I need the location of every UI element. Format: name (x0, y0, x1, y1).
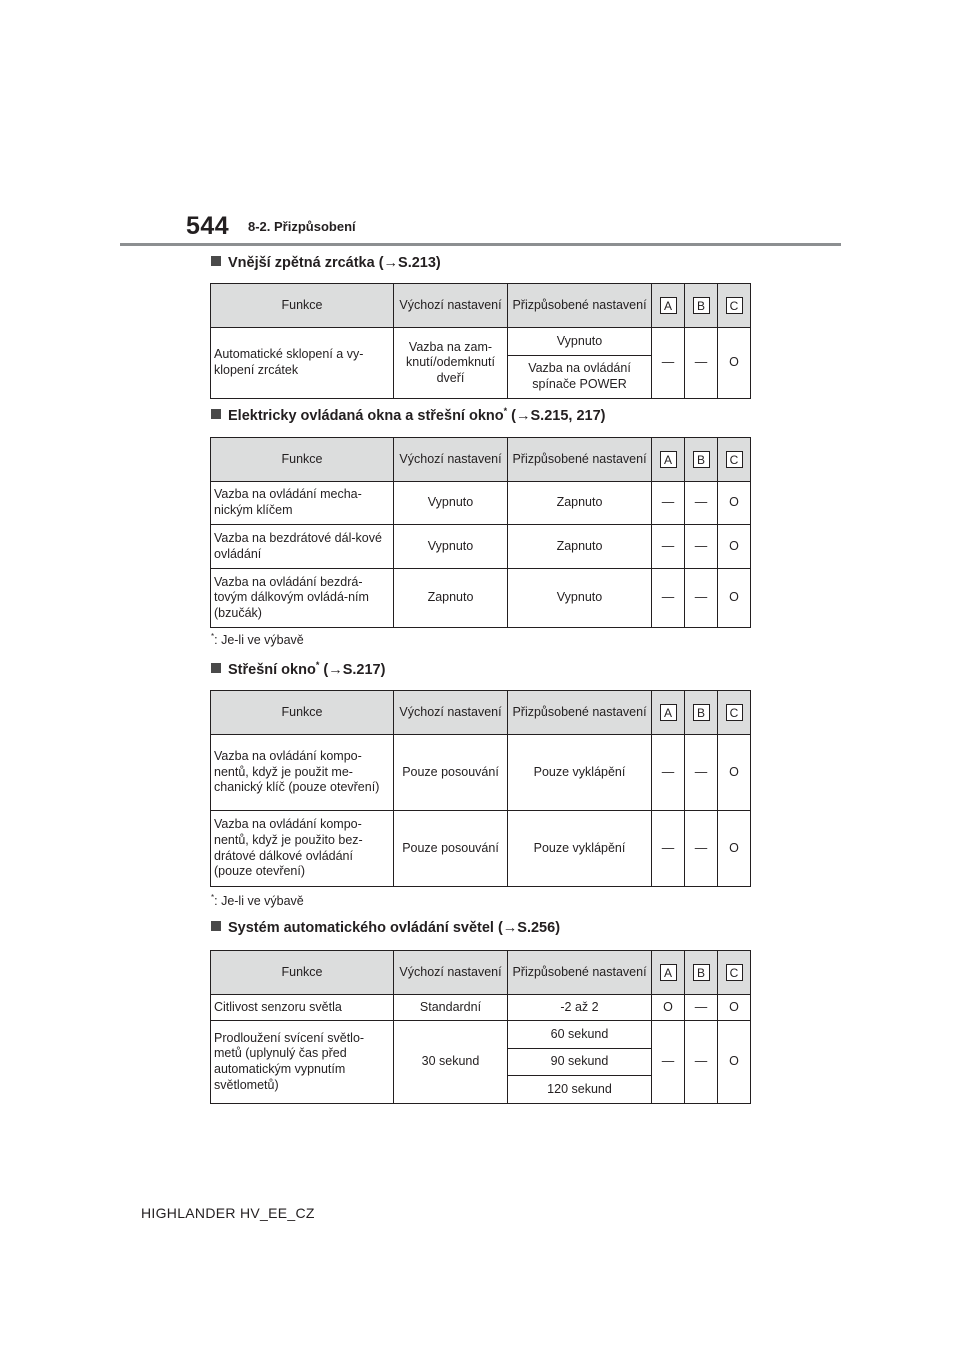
cell-default: Pouze posouvání (394, 811, 508, 887)
table-row (211, 811, 751, 887)
cell-c: O (718, 735, 751, 811)
table-row (211, 995, 751, 1021)
heading-auto-lights: Systém automatického ovládání světel (→S.256) (211, 920, 560, 936)
cell-function: Prodloužení svícení světlo-metů (uplynulý čas před automatickým vypnutím světlometů) (211, 1021, 394, 1104)
table-power-windows (210, 437, 751, 628)
cell-function: Vazba na ovládání mecha-nickým klíčem (211, 482, 394, 525)
arrow-icon: → (502, 920, 518, 936)
col-header-funkce: Funkce (211, 951, 394, 995)
arrow-icon: → (383, 255, 399, 271)
cell-function: Vazba na bezdrátové dál-kové ovládání (211, 525, 394, 569)
col-header-funkce: Funkce (211, 438, 394, 482)
cell-a: — (652, 1021, 685, 1104)
box-a-icon: A (660, 297, 677, 314)
cell-option: 90 sekund (508, 1049, 652, 1076)
cell-function: Vazba na ovládání bezdrá-tovým dálkovým ovládá-ním (bzučák) (211, 569, 394, 628)
col-header-custom: Přizpůsobené nastavení (508, 951, 652, 995)
cell-b: — (685, 328, 718, 399)
cell-c: O (718, 482, 751, 525)
cell-default: 30 sekund (394, 1021, 508, 1104)
cell-a: O (652, 995, 685, 1021)
box-b-icon: B (693, 704, 710, 721)
cell-custom: Pouze vyklápění (508, 735, 652, 811)
box-a-icon: A (660, 451, 677, 468)
cell-b: — (685, 1021, 718, 1104)
footnote: *: Je-li ve výbavě (211, 893, 304, 909)
cell-option: Vazba na ovládání spínače POWER (508, 356, 652, 399)
box-b-icon: B (693, 297, 710, 314)
cell-c: O (718, 569, 751, 628)
cell-function: Automatické sklopení a vy-klopení zrcátek (211, 328, 394, 399)
col-header-default: Výchozí nastavení (394, 284, 508, 328)
cell-custom: Zapnuto (508, 525, 652, 569)
bullet-square-icon (211, 921, 221, 931)
heading-sunroof: Střešní okno* (→S.217) (211, 660, 385, 678)
col-header-custom: Přizpůsobené nastavení (508, 438, 652, 482)
cell-a: — (652, 482, 685, 525)
box-a-icon: A (660, 964, 677, 981)
page-number: 544 (186, 212, 230, 240)
table-exterior-mirrors (210, 283, 751, 399)
cell-c: O (718, 1021, 751, 1104)
cell-default: Vypnuto (394, 525, 508, 569)
cell-option: 60 sekund (508, 1021, 652, 1049)
cell-b: — (685, 482, 718, 525)
cell-c: O (718, 525, 751, 569)
box-c-icon: C (726, 451, 743, 468)
cell-a: — (652, 525, 685, 569)
col-header-custom: Přizpůsobené nastavení (508, 284, 652, 328)
cell-a: — (652, 328, 685, 399)
cell-custom: Pouze vyklápění (508, 811, 652, 887)
cell-function: Citlivost senzoru světla (211, 995, 394, 1021)
heading-power-windows: Elektricky ovládaná okna a střešní okno* (→S.215, 217) (211, 406, 605, 424)
table-row (211, 525, 751, 569)
footer-model-code: HIGHLANDER HV_EE_CZ (141, 1205, 315, 1221)
table-sunroof (210, 690, 751, 887)
cell-c: O (718, 328, 751, 399)
table-row (211, 569, 751, 628)
bullet-square-icon (211, 663, 221, 673)
cell-b: — (685, 525, 718, 569)
cell-default: Zapnuto (394, 569, 508, 628)
cell-b: — (685, 735, 718, 811)
bullet-square-icon (211, 256, 221, 266)
box-c-icon: C (726, 297, 743, 314)
col-header-custom: Přizpůsobené nastavení (508, 691, 652, 735)
arrow-icon: → (328, 661, 343, 678)
col-header-funkce: Funkce (211, 284, 394, 328)
section-title: 8-2. Přizpůsobení (248, 219, 356, 234)
box-b-icon: B (693, 964, 710, 981)
cell-option: Vypnuto (508, 328, 652, 356)
cell-b: — (685, 995, 718, 1021)
cell-a: — (652, 811, 685, 887)
cell-a: — (652, 735, 685, 811)
table-row (211, 482, 751, 525)
col-header-default: Výchozí nastavení (394, 951, 508, 995)
cell-function: Vazba na ovládání kompo-nentů, když je použit me-chanický klíč (pouze otevření) (211, 735, 394, 811)
heading-exterior-mirrors: Vnější zpětná zrcátka (→S.213) (211, 255, 441, 271)
footnote: *: Je-li ve výbavě (211, 632, 304, 648)
cell-default: Vypnuto (394, 482, 508, 525)
box-b-icon: B (693, 451, 710, 468)
table-auto-lights (210, 950, 751, 1104)
cell-custom: Zapnuto (508, 482, 652, 525)
cell-default: Vazba na zam-knutí/odemknutí dveří (394, 328, 508, 399)
cell-a: — (652, 569, 685, 628)
box-a-icon: A (660, 704, 677, 721)
cell-option: 120 sekund (508, 1076, 652, 1104)
cell-function: Vazba na ovládání kompo-nentů, když je použito bez-drátové dálkové ovládání (pouze otevření) (211, 811, 394, 887)
cell-b: — (685, 811, 718, 887)
table-row (211, 1021, 751, 1049)
table-row (211, 735, 751, 811)
box-c-icon: C (726, 704, 743, 721)
cell-c: O (718, 995, 751, 1021)
col-header-default: Výchozí nastavení (394, 691, 508, 735)
arrow-icon: → (516, 407, 531, 424)
cell-default: Standardní (394, 995, 508, 1021)
cell-custom: Vypnuto (508, 569, 652, 628)
cell-custom: -2 až 2 (508, 995, 652, 1021)
bullet-square-icon (211, 409, 221, 419)
col-header-funkce: Funkce (211, 691, 394, 735)
header-divider (120, 243, 841, 246)
cell-b: — (685, 569, 718, 628)
cell-c: O (718, 811, 751, 887)
col-header-default: Výchozí nastavení (394, 438, 508, 482)
box-c-icon: C (726, 964, 743, 981)
cell-default: Pouze posouvání (394, 735, 508, 811)
